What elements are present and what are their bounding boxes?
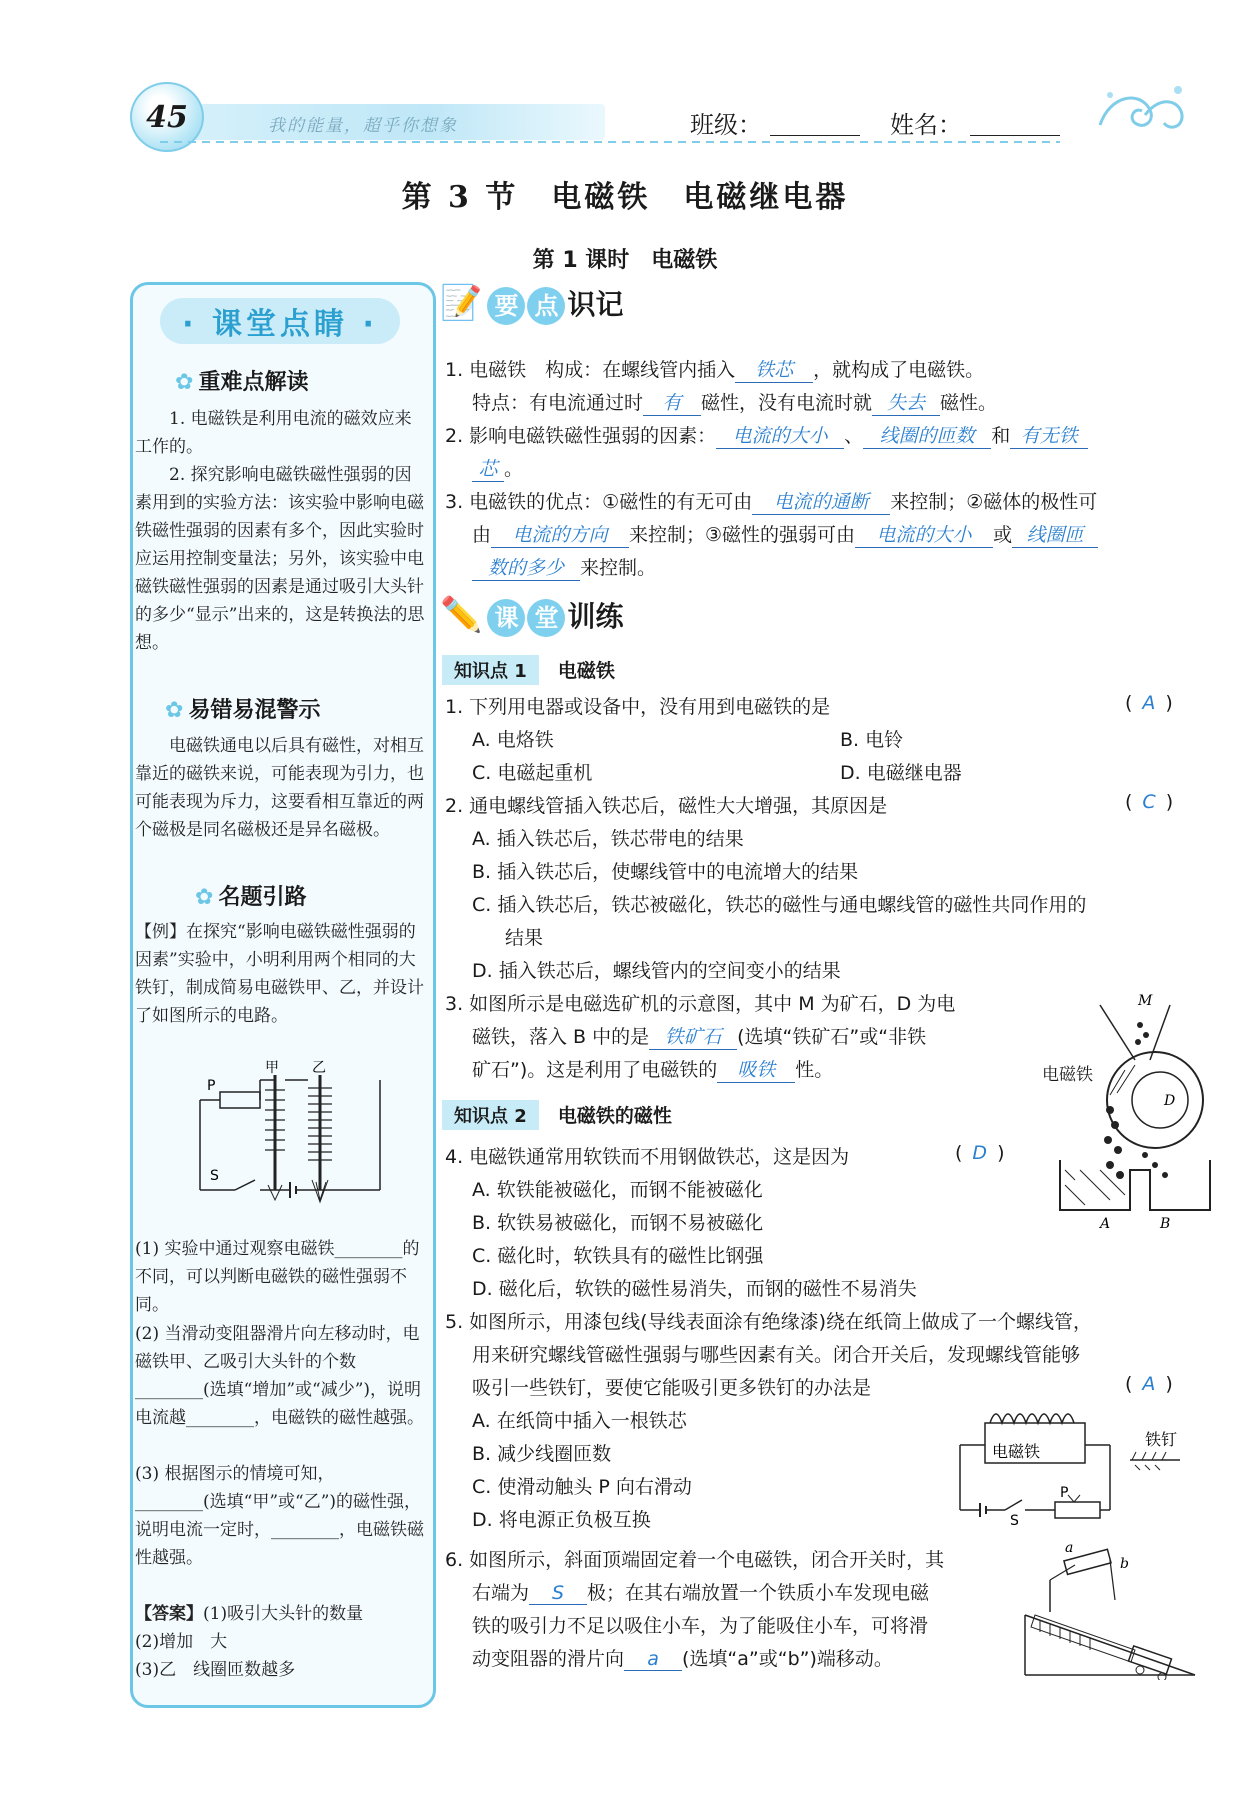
q4-opt-d[interactable]: D. 磁化后，软铁的磁性易消失，而钢的磁性不易消失 xyxy=(472,1278,917,1300)
q5-opt-a[interactable]: A. 在纸筒中插入一根铁芯 xyxy=(472,1410,687,1432)
kp-line1: 1. 电磁铁 构成：在螺线管内插入 铁芯 ，就构成了电磁铁。 xyxy=(445,355,984,383)
q6-line3: 铁的吸引力不足以吸住小车，为了能吸住小车，可将滑 xyxy=(472,1615,929,1637)
lesson-title: 第 1 课时 电磁铁 xyxy=(532,248,718,273)
butterfly-icon: ✿ xyxy=(175,370,194,395)
q5-opt-c[interactable]: C. 使滑动触头 P 向右滑动 xyxy=(472,1476,692,1498)
sidebar-heading-key-points: ✿ 重难点解读 xyxy=(175,370,309,395)
header-slogan: 我的能量，超乎你想象 xyxy=(268,116,458,136)
fig5-label-s: S xyxy=(1010,1513,1019,1525)
q1-opt-c[interactable]: C. 电磁起重机 xyxy=(472,762,593,784)
q2-opt-d[interactable]: D. 插入铁芯后，螺线管内的空间变小的结果 xyxy=(472,960,841,982)
pencil-notebook-icon: ✏️ xyxy=(440,595,483,635)
butterfly-icon: ✿ xyxy=(195,885,214,910)
fig6-label-b: b xyxy=(1120,1556,1129,1572)
sidebar-sub3: (3) 根据图示的情境可知，________(选填“甲”或“乙”)的磁性强，说明电流一定时，________，电磁铁磁性越强。 xyxy=(135,1464,424,1568)
q3-line1: 3. 如图所示是电磁选矿机的示意图，其中 M 为矿石，D 为电 xyxy=(445,993,956,1015)
q5-line3: 吸引一些铁钉，要使它能吸引更多铁钉的办法是 xyxy=(472,1377,872,1399)
q4-opt-c[interactable]: C. 磁化时，软铁具有的磁性比钢强 xyxy=(472,1245,764,1267)
q6-line2: 右端为 S 极；在其右端放置一个铁质小车发现电磁 xyxy=(472,1582,930,1604)
name-label: 姓名： xyxy=(890,111,962,139)
fig3-label-a: A xyxy=(1100,1216,1111,1230)
fig-label-s: S xyxy=(210,1168,219,1184)
q5-opt-b[interactable]: B. 减少线圈匝数 xyxy=(472,1443,612,1465)
fig5-label-p: P xyxy=(1060,1485,1069,1501)
kp-line3: 3. 电磁铁的优点：①磁性的有无可由 电流的通断 来控制；②磁体的极性可 xyxy=(445,487,1097,515)
kp-line3b: 由 电流的方向 来控制；③磁性的强弱可由 电流的大小 或 线圈匝 xyxy=(472,520,1098,548)
fig3-label-b: B xyxy=(1160,1216,1171,1230)
q5-line1: 5. 如图所示，用漆包线(导线表面涂有绝缘漆)绕在纸筒上做成了一个螺线管， xyxy=(445,1311,1092,1333)
q1-answer: ( A ) xyxy=(1125,692,1173,714)
fig3-label-d: D xyxy=(1164,1093,1176,1109)
sidebar-heading-warnings: ✿ 易错易混警示 xyxy=(165,698,321,723)
notepad-icon: 📝 xyxy=(440,283,483,323)
q2-answer: ( C ) xyxy=(1125,791,1174,813)
example-circuit-figure xyxy=(180,1060,400,1225)
kp1-header: 知识点 1 电磁铁 xyxy=(442,655,615,685)
ore-separator-figure xyxy=(1040,990,1220,1230)
fig5-label-electromagnet: 电磁铁 xyxy=(992,1442,1041,1461)
q5-opt-d[interactable]: D. 将电源正负极互换 xyxy=(472,1509,651,1531)
page-number: 45 xyxy=(130,82,204,152)
kp-line2b: 芯 。 xyxy=(472,454,523,482)
section-title: 第 3 节 电磁铁 电磁继电器 xyxy=(401,180,849,215)
q4-stem: 4. 电磁铁通常用软铁而不用钢做铁芯，这是因为 xyxy=(445,1146,850,1168)
kp-line3c: 数的多少 来控制。 xyxy=(472,553,656,581)
q6-line4: 动变阻器的滑片向 a (选填“a”或“b”)端移动。 xyxy=(472,1648,893,1670)
fig3-label-m: M xyxy=(1138,993,1153,1009)
q2-opt-c-cont: 结果 xyxy=(505,927,544,949)
q1-opt-b[interactable]: B. 电铃 xyxy=(840,729,904,751)
sidebar-title: · 课堂点睛 · xyxy=(160,298,400,344)
sidebar-example: 【例】在探究“影响电磁铁磁性强弱的因素”实验中，小明利用两个相同的大铁钉，制成简易电磁铁甲、乙，并设计了如图所示的电路。 xyxy=(135,922,424,1026)
q2-opt-c[interactable]: C. 插入铁芯后，铁芯被磁化，铁芯的磁性与通电螺线管的磁性共同作用的 xyxy=(472,894,1087,916)
fig-label-yi: 乙 xyxy=(312,1060,326,1076)
q5-line2: 用来研究螺线管磁性强弱与哪些因素有关。闭合开关后，发现螺线管能够 xyxy=(472,1344,1081,1366)
q6-line1: 6. 如图所示，斜面顶端固定着一个电磁铁，闭合开关时，其 xyxy=(445,1549,945,1571)
q2-opt-a[interactable]: A. 插入铁芯后，铁芯带电的结果 xyxy=(472,828,744,850)
q2-opt-b[interactable]: B. 插入铁芯后，使螺线管中的电流增大的结果 xyxy=(472,861,859,883)
q1-opt-d[interactable]: D. 电磁继电器 xyxy=(840,762,962,784)
name-field[interactable] xyxy=(970,135,1060,136)
kp-line2: 2. 影响电磁铁磁性强弱的因素： 电流的大小 、 线圈的匝数 和 有无铁 xyxy=(445,421,1088,449)
fig-label-jia: 甲 xyxy=(265,1060,279,1076)
training-heading: ✏️ 课 堂 训练 xyxy=(440,595,624,635)
class-label: 班级： xyxy=(690,111,762,139)
q5-answer: ( A ) xyxy=(1125,1373,1173,1395)
q4-opt-a[interactable]: A. 软铁能被磁化，而钢不能被磁化 xyxy=(472,1179,763,1201)
sidebar-answer: 【答案】(1)吸引大头针的数量 (2)增加 大 (3)乙 线圈匝数越多 xyxy=(135,1604,364,1680)
sidebar-p3: 电磁铁通电以后具有磁性，对相互靠近的磁铁来说，可能表现为引力，也可能表现为斥力，这要看相互靠近的两个磁极是同名磁极还是异名磁极。 xyxy=(135,736,424,840)
kp2-header: 知识点 2 电磁铁的磁性 xyxy=(442,1100,672,1130)
sidebar-heading-example: ✿ 名题引路 xyxy=(195,885,307,910)
q1-stem: 1. 下列用电器或设备中，没有用到电磁铁的是 xyxy=(445,696,831,718)
sidebar-sub1: (1) 实验中通过观察电磁铁________的不同，可以判断电磁铁的磁性强弱不同。 xyxy=(135,1239,420,1315)
sidebar-sub2: (2) 当滑动变阻器滑片向左移动时，电磁铁甲、乙吸引大头针的个数________(选填“增加”或“减少”)，说明电流越________，电磁铁的磁性越强。 xyxy=(135,1324,424,1428)
sidebar-p2: 2. 探究影响电磁铁磁性强弱的因素用到的实验方法：该实验中影响电磁铁磁性强弱的因素有多个，因此实验时应运用控制变量法；另外，该实验中电磁铁磁性强弱的因素是通过吸引大头针的多少“显示”出来的，这是转换法的思想。 xyxy=(135,465,425,653)
q3-line2: 磁铁，落入 B 中的是 铁矿石 (选填“铁矿石”或“非铁 xyxy=(472,1022,926,1050)
butterfly-icon: ✿ xyxy=(165,698,184,723)
keypoints-heading: 📝 要 点 识记 xyxy=(440,283,624,323)
class-field[interactable] xyxy=(770,135,860,136)
kp-line1b: 特点：有电流通过时 有 磁性，没有电流时就 失去 磁性。 xyxy=(472,388,997,416)
fig-label-p: P xyxy=(207,1078,216,1094)
ornament-swirl-icon xyxy=(1090,75,1190,145)
incline-figure xyxy=(1020,1540,1200,1680)
q2-stem: 2. 通电螺线管插入铁芯后，磁性大大增强，其原因是 xyxy=(445,795,888,817)
sidebar-p1: 1. 电磁铁是利用电流的磁效应来工作的。 xyxy=(135,409,412,457)
q3-line3: 矿石”)。这是利用了电磁铁的 吸铁 性。 xyxy=(472,1055,833,1083)
fig3-label-electromagnet: 电磁铁 xyxy=(1042,1065,1093,1085)
fig6-label-a: a xyxy=(1065,1540,1074,1556)
coil-circuit-figure xyxy=(950,1405,1190,1525)
q1-opt-a[interactable]: A. 电烙铁 xyxy=(472,729,554,751)
fig5-label-nail: 铁钉 xyxy=(1145,1430,1178,1449)
q4-opt-b[interactable]: B. 软铁易被磁化，而钢不易被磁化 xyxy=(472,1212,764,1234)
q4-answer: ( D ) xyxy=(955,1142,1005,1164)
